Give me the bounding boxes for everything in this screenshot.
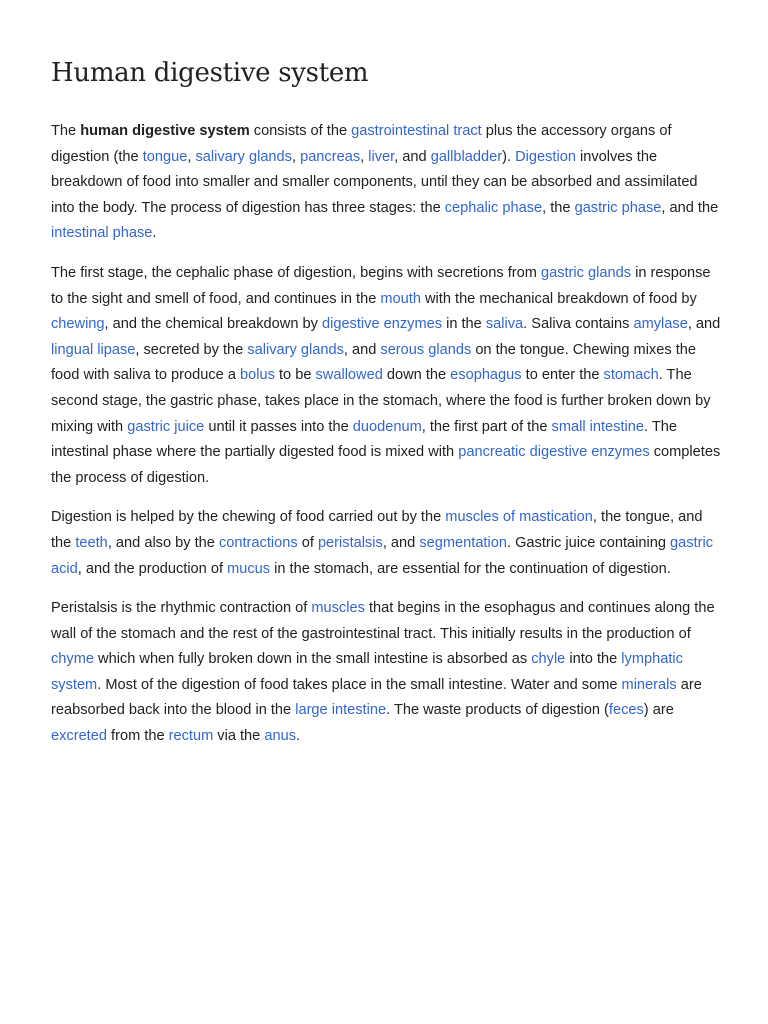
link-anus[interactable]: anus <box>264 728 296 745</box>
link-chyme[interactable]: chyme <box>51 651 94 668</box>
text-run: , and <box>687 316 721 333</box>
link-gastric-phase[interactable]: gastric phase <box>574 199 662 216</box>
link-esophagus[interactable]: esophagus <box>450 367 522 384</box>
text-run: , <box>360 148 369 165</box>
link-excreted[interactable]: excreted <box>51 728 107 745</box>
link-chyle[interactable]: chyle <box>531 651 566 668</box>
text-run: The first stage, the cephalic phase of digestion, begins with secretions from <box>51 264 541 281</box>
text-run: in response to the sight and smell of food, and continues in the <box>51 264 711 307</box>
text-run: that begins in the esophagus and continues along the wall of the stomach and the rest of the gastrointestinal tract. This initially results in the production of <box>51 600 715 642</box>
text-run: . Saliva contains <box>523 316 634 333</box>
link-contractions[interactable]: contractions <box>218 534 298 551</box>
paragraph-peristalsis <box>51 596 723 750</box>
text-run: , and the <box>661 199 719 216</box>
link-gastrointestinal-tract[interactable]: gastrointestinal tract <box>351 123 482 139</box>
text-run: on the tongue. Chewing mixes the food with saliva to produce a <box>51 341 696 384</box>
text-run: until it passes into the <box>204 418 353 435</box>
text-run: , and <box>394 148 431 165</box>
text-run: with the mechanical breakdown of food by <box>420 290 697 307</box>
link-saliva[interactable]: saliva <box>485 316 524 333</box>
text-run: , secreted by the <box>135 341 248 358</box>
text-run: which when fully broken down in the small intestine is absorbed as <box>93 651 532 668</box>
text-run: to enter the <box>521 367 604 384</box>
link-small-intestine[interactable]: small intestine <box>551 418 644 435</box>
text-run: . Most of the digestion of food takes place in the small intestine. Water and some <box>97 676 622 693</box>
text-run: of <box>297 534 318 551</box>
link-mouth[interactable]: mouth <box>380 290 421 307</box>
link-gastric-glands[interactable]: gastric glands <box>540 264 632 281</box>
link-salivary-glands[interactable]: salivary glands <box>247 341 344 358</box>
text-run: . The second stage, the gastric phase, takes place in the stomach, where the food is further broken down by mixing with <box>51 367 711 435</box>
link-intestinal-phase[interactable]: intestinal phase <box>51 225 153 242</box>
text-run: ). <box>502 148 516 165</box>
paragraph-mastication <box>51 505 723 582</box>
link-stomach[interactable]: stomach <box>603 367 659 384</box>
link-serous-glands[interactable]: serous glands <box>380 341 472 358</box>
text-run: in the stomach, are essential for the continuation of digestion. <box>270 560 671 577</box>
text-run: consists of the <box>249 123 352 139</box>
text-run: in the <box>442 316 486 333</box>
text-run: , and also by the <box>107 534 219 551</box>
text-run: , the first part of the <box>421 418 552 435</box>
link-mucus[interactable]: mucus <box>227 560 271 577</box>
link-pancreatic-digestive-enzymes[interactable]: pancreatic digestive enzymes <box>458 444 650 461</box>
link-muscles[interactable]: muscles <box>311 600 365 617</box>
text-run: , <box>187 148 196 165</box>
link-large-intestine[interactable]: large intestine <box>295 702 387 719</box>
link-gastric-juice[interactable]: gastric juice <box>127 418 205 435</box>
text-run: . The waste products of digestion ( <box>386 702 609 719</box>
link-gallbladder[interactable]: gallbladder <box>430 148 503 165</box>
text-run: , and <box>382 534 420 551</box>
link-segmentation[interactable]: segmentation <box>419 534 507 551</box>
link-cephalic-phase[interactable]: cephalic phase <box>444 199 543 216</box>
link-salivary-glands[interactable]: salivary glands <box>195 148 292 165</box>
text-run: plus the accessory organs of digestion (the <box>51 123 672 165</box>
bold-term: human digestive system <box>80 123 250 139</box>
text-run: . <box>152 225 157 242</box>
text-run: involves the breakdown of food into smaller and smaller components, until they can be absorbed and assimilated into the body. The process of digestion has three stages: the <box>51 148 698 216</box>
paragraph-cephalic-phase <box>51 261 723 491</box>
link-digestion[interactable]: Digestion <box>515 148 576 165</box>
link-minerals[interactable]: minerals <box>621 676 677 693</box>
link-swallowed[interactable]: swallowed <box>315 367 383 384</box>
text-run: ) are <box>643 702 674 719</box>
text-run: completes the process of digestion. <box>51 444 721 486</box>
link-gastric-acid[interactable]: gastric acid <box>51 534 713 577</box>
text-run: down the <box>382 367 451 384</box>
link-feces[interactable]: feces <box>608 702 644 719</box>
link-lymphatic-system[interactable]: lymphatic system <box>51 651 683 693</box>
text-run: into the <box>565 651 622 668</box>
article-body <box>51 119 723 764</box>
link-teeth[interactable]: teeth <box>75 534 108 551</box>
link-digestive-enzymes[interactable]: digestive enzymes <box>321 316 443 333</box>
text-run: . The intestinal phase where the partially digested food is mixed with <box>51 418 677 461</box>
text-run: . <box>296 728 301 745</box>
text-run: . Gastric juice containing <box>506 534 671 551</box>
link-peristalsis[interactable]: peristalsis <box>317 534 383 551</box>
link-muscles-of-mastication[interactable]: muscles of mastication <box>445 509 593 526</box>
link-duodenum[interactable]: duodenum <box>352 418 422 435</box>
link-tongue[interactable]: tongue <box>142 148 188 165</box>
text-run: , the <box>542 199 575 216</box>
text-run: The <box>51 123 81 139</box>
link-lingual-lipase[interactable]: lingual lipase <box>51 341 136 358</box>
text-run: via the <box>213 728 265 745</box>
text-run: are reabsorbed back into the blood in the <box>51 676 702 719</box>
text-run: , the tongue, and the <box>51 509 703 551</box>
text-run: Digestion is helped by the chewing of food carried out by the <box>51 509 446 526</box>
text-run: from the <box>106 728 169 745</box>
text-run: Peristalsis is the rhythmic contraction of <box>51 600 312 617</box>
page-title: Human digestive system <box>51 58 369 88</box>
link-liver[interactable]: liver <box>368 148 395 165</box>
link-bolus[interactable]: bolus <box>240 367 275 384</box>
paragraph-intro <box>51 119 723 247</box>
text-run: , <box>291 148 301 165</box>
link-rectum[interactable]: rectum <box>168 728 214 745</box>
text-run: , and the chemical breakdown by <box>104 316 322 333</box>
link-amylase[interactable]: amylase <box>633 316 688 333</box>
text-run: , and <box>343 341 381 358</box>
link-chewing[interactable]: chewing <box>51 316 105 333</box>
text-run: to be <box>274 367 316 384</box>
text-run: , and the production of <box>77 560 228 577</box>
link-pancreas[interactable]: pancreas <box>300 148 361 165</box>
